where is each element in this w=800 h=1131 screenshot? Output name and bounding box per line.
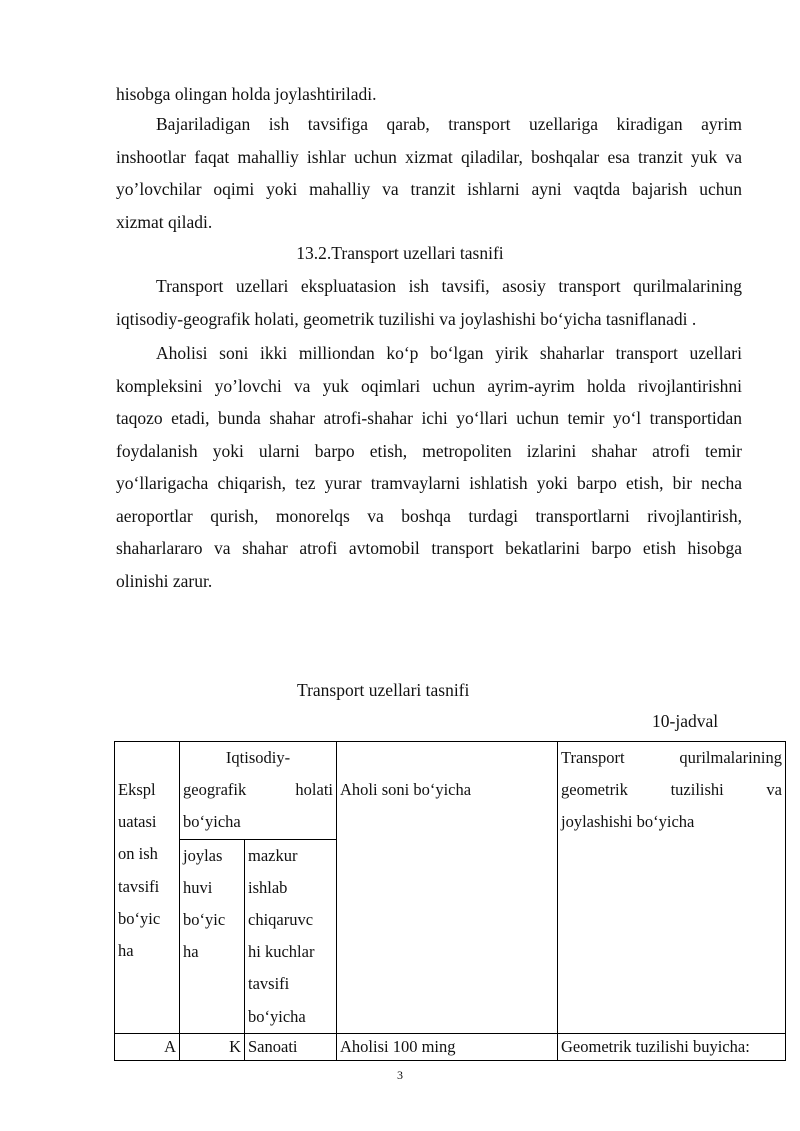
header-cell-exploitation: Ekspl uatasi on ish tavsifi bo‘yic ha	[115, 742, 180, 1034]
text-line: foydalanish yoki ularni barpo etish, metropoliten izlarini shahar atrofi temir	[116, 440, 742, 461]
text-line: shaharlararo va shahar atrofi avtomobil transport bekatlarini barpo etish hisobga	[116, 538, 742, 558]
paragraph-continuation	[116, 78, 742, 111]
text-line: yo’lovchilar oqimi yoki mahalliy va tranzit ishlarni ayni vaqtda bajarish uchun	[116, 179, 742, 199]
header-cell-geometric: Transport qurilmalarining geometrik tuzilishi va joylashishi bo‘yicha	[558, 742, 786, 1034]
text-line: taqozo etadi, bunda shahar atrofi-shahar ichi yo‘llari uchun temir yo‘l transportidan	[116, 408, 742, 428]
table-header-row	[115, 742, 786, 840]
text-line: Transport uzellari ekspluatasion ish tavsifi, asosiy transport qurilmalarining	[156, 276, 742, 296]
table-cell: Sanoati	[245, 1033, 337, 1060]
header-cell-population: Aholi soni bo‘yicha	[337, 742, 558, 1034]
paragraph-large-cities	[116, 337, 742, 597]
text-line: Bajariladigan ish tavsifiga qarab, transport uzellariga kiradigan ayrim	[156, 114, 742, 134]
header-cell-production-forces: mazkur ishlab chiqaruvc hi kuchlar tavsifi bo‘yicha	[245, 839, 337, 1033]
paragraph-work-types	[116, 108, 742, 238]
paragraph-classification	[116, 270, 742, 335]
table-caption: Transport uzellari tasnifi	[297, 680, 470, 700]
classification-table	[114, 741, 786, 1061]
header-cell-economic-geographic: Iqtisodiy- geografik holati bo‘yicha	[180, 742, 337, 840]
section-title: 13.2.Transport uzellari tasnifi	[296, 243, 504, 263]
table-row	[115, 1033, 786, 1060]
text-line: xizmat qiladi.	[116, 211, 213, 232]
text-line: iqtisodiy-geografik holati, geometrik tuzilishi va joylashishi bo‘yicha tasniflanadi .	[116, 308, 697, 329]
text-line: olinishi zarur.	[116, 570, 213, 591]
text-line: inshootlar faqat mahalliy ishlar uchun xizmat qiladilar, boshqalar esa tranzit yuk va	[116, 146, 742, 167]
table-number: 10-jadval	[652, 711, 719, 731]
table-cell: Aholisi 100 ming	[337, 1033, 558, 1060]
text-line: yo‘llarigacha chiqarish, tez yurar tramvaylarni ishlatish yoki barpo etish, bir necha	[116, 473, 742, 493]
table-cell: Geometrik tuzilishi buyicha:	[558, 1033, 786, 1060]
page-number: 3	[397, 1068, 403, 1082]
header-cell-location: joylas huvi bo‘yic ha	[180, 839, 245, 1033]
text-line: hisobga olingan holda joylashtiriladi.	[116, 84, 377, 104]
table-cell: K	[180, 1033, 245, 1060]
text-line: Aholisi soni ikki milliondan ko‘p bo‘lgan yirik shaharlar transport uzellari	[156, 343, 742, 363]
text-line: kompleksini yo’lovchi va yuk oqimlari uchun ayrim-ayrim holda rivojlantirishni	[116, 375, 742, 396]
table-cell: A	[115, 1033, 180, 1060]
text-line: aeroportlar qurish, monorelqs va boshqa turdagi transportlarni rivojlantirish,	[116, 505, 742, 526]
